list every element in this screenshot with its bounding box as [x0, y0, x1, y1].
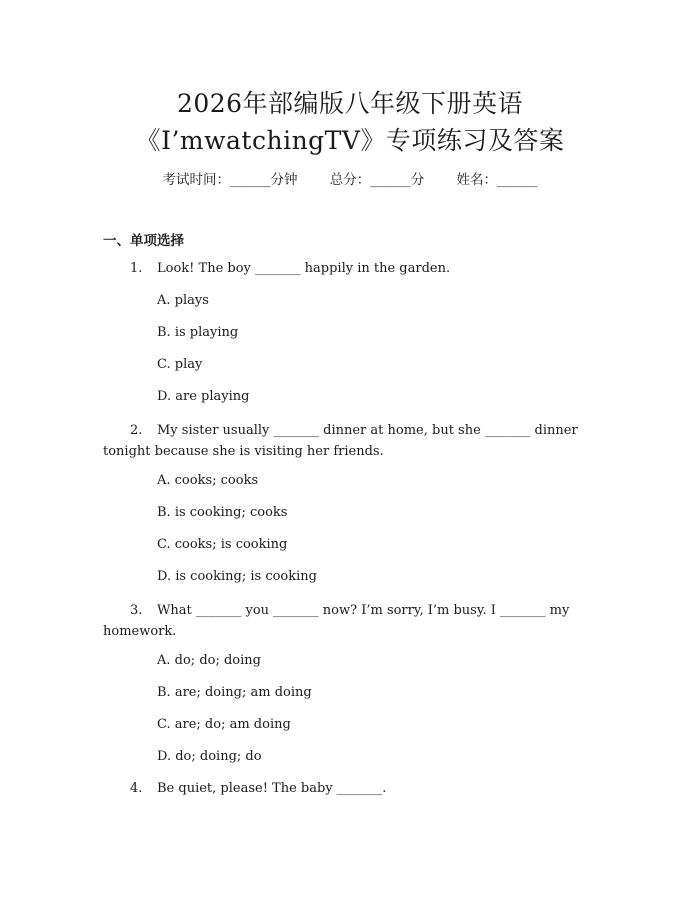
- question-number: 1.: [130, 261, 143, 276]
- option-2d: D. is cooking; is cooking: [157, 569, 317, 584]
- question-text: What _______ you _______ now? I’m sorry, I’m busy. I _______ my homework.: [103, 603, 570, 639]
- document-title-line1: 2026年部编版八年级下册英语: [176, 89, 524, 118]
- question-3: [103, 600, 598, 642]
- exam-info: [0, 168, 700, 188]
- question-4: [130, 781, 386, 796]
- question-text: My sister usually _______ dinner at home, but she _______ dinner tonight because she is visiting her friends.: [103, 423, 578, 459]
- option-1d: D. are playing: [157, 389, 250, 404]
- exam-name: 姓名：______: [456, 172, 538, 188]
- exam-time: 考试时间：______分钟: [162, 172, 298, 188]
- option-2a: A. cooks; cooks: [157, 473, 259, 488]
- question-text: Look! The boy _______ happily in the garden.: [157, 261, 451, 276]
- option-1a: A. plays: [157, 293, 209, 308]
- option-1b: B. is playing: [157, 325, 239, 340]
- option-2c: C. cooks; is cooking: [157, 537, 288, 552]
- question-text: Be quiet, please! The baby _______.: [157, 781, 387, 796]
- question-number: 2.: [130, 423, 143, 438]
- question-number: 3.: [130, 603, 143, 618]
- option-3d: D. do; doing; do: [157, 749, 262, 764]
- exam-score: 总分：______分: [329, 172, 425, 188]
- question-1: [130, 261, 450, 276]
- option-3c: C. are; do; am doing: [157, 717, 291, 732]
- question-number: 4.: [130, 781, 143, 796]
- option-2b: B. is cooking; cooks: [157, 505, 288, 520]
- document-title-line2: 《I’mwatchingTV》专项练习及答案: [135, 126, 565, 155]
- option-3b: B. are; doing; am doing: [157, 685, 312, 700]
- section-title: 一、单项选择: [103, 233, 184, 249]
- option-3a: A. do; do; doing: [157, 653, 261, 668]
- question-2: [103, 420, 598, 462]
- option-1c: C. play: [157, 357, 203, 372]
